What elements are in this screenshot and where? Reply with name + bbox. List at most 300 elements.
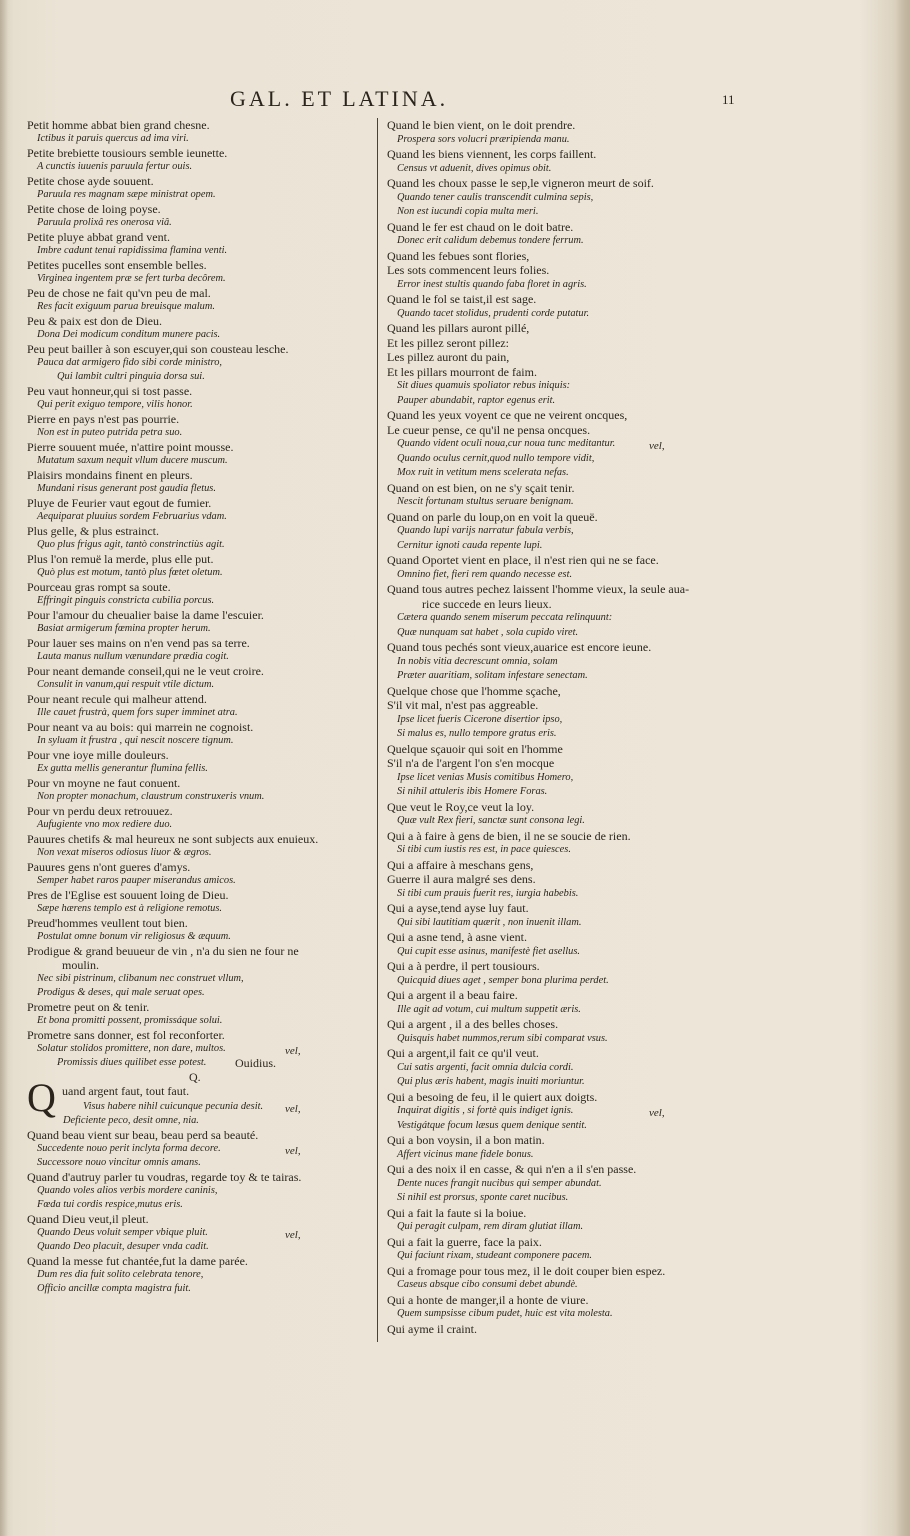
- line-text: Quand les pillars auront pillé,: [387, 321, 530, 335]
- column-divider: [377, 118, 378, 1342]
- proverb-french: [27, 748, 372, 762]
- line-text: Si tibi cum prauis fuerit res, iurgia habebis.: [397, 887, 579, 899]
- proverb-french: [27, 286, 372, 300]
- proverb-latin: [27, 1198, 372, 1212]
- proverb-french: [387, 872, 863, 887]
- line-text: Paruula prolixâ res onerosa viâ.: [37, 217, 172, 228]
- proverb-latin: [387, 945, 863, 960]
- proverb-latin: [387, 278, 863, 293]
- proverb-latin: [27, 1114, 372, 1128]
- line-text: Qui faciunt rixam, studeant componere pacem.: [397, 1250, 592, 1261]
- proverb-french: [27, 720, 372, 734]
- proverb-latin: [27, 1014, 372, 1028]
- proverb-latin: [27, 762, 372, 776]
- proverb-latin: [387, 394, 863, 409]
- line-text: uand argent faut, tout faut.: [62, 1084, 190, 1098]
- proverb-french: [27, 1128, 372, 1142]
- proverb-french: [27, 174, 372, 188]
- line-text: Caseus absque cibo consumi debet abundè.: [397, 1279, 578, 1290]
- line-text: Non est iucundi copia multa meri.: [397, 206, 539, 217]
- proverb-latin: [387, 974, 863, 989]
- line-text: Pour neant demande conseil,qui ne le veut croire.: [27, 664, 264, 678]
- line-text: Ouidius.: [235, 1056, 277, 1070]
- proverb-french: [387, 684, 863, 699]
- proverb-french: [27, 202, 372, 216]
- line-text: Quand le bien vient, on le doit prendre.: [387, 118, 576, 132]
- line-text: Quando oculus cernit,quod nullo tempore vidit,: [397, 452, 595, 464]
- proverb-french: [387, 640, 863, 655]
- line-text: Qui a à faire à gens de bien, il ne se soucie de rien.: [387, 828, 631, 843]
- line-text: Peu vaut honneur,qui si tost passe.: [27, 384, 193, 398]
- proverb-french: [387, 1206, 863, 1221]
- line-text: Non propter monachum, claustrum construxeris vnum.: [37, 791, 265, 802]
- line-text: Preud'hommes veullent tout bien.: [27, 916, 188, 930]
- line-text: Petite brebiette tousiours semble ieunette.: [27, 146, 228, 160]
- line-text: Quando Deo placuit, desuper vnda cadit.: [37, 1241, 209, 1252]
- proverb-latin: [27, 972, 372, 986]
- proverb-french: [27, 258, 372, 272]
- line-text: Quand tous autres pechez laissent l'homme vieux, la seule aua-: [387, 582, 690, 596]
- line-text: Quisquis habet nummos,rerum sibi comparat vsus.: [397, 1032, 608, 1044]
- line-text: Pres de l'Eglise est souuent loing de Dieu.: [27, 888, 229, 902]
- line-text: Fœda tui cordis respice,mutus eris.: [37, 1199, 183, 1210]
- proverb-latin: [27, 132, 372, 146]
- proverb-french: [27, 1028, 372, 1042]
- proverb-latin: [387, 133, 863, 148]
- line-text: Nescit fortunam stultus seruare benignam.: [397, 496, 574, 507]
- proverb-latin: [27, 846, 372, 860]
- line-text: S'il vit mal, n'est pas aggreable.: [387, 698, 539, 712]
- line-text: Qui plus æris habent, magis inuiti moriuntur.: [397, 1076, 585, 1087]
- proverb-french: [387, 553, 863, 568]
- line-text: Pour neant recule qui malheur attend.: [27, 692, 207, 706]
- proverb-french: [387, 756, 863, 771]
- line-text: Res facit exiguum parua breuisque malum.: [37, 301, 215, 312]
- proverb-french: [27, 342, 372, 356]
- line-text: Quem sumpsisse cibum pudet, huic est vita molesta.: [397, 1308, 613, 1319]
- line-text: Pauures gens n'ont gueres d'amys.: [27, 860, 191, 874]
- vel-marker: vel,: [285, 1103, 301, 1115]
- proverb-latin: [27, 538, 372, 552]
- line-text: Petites pucelles sont ensemble belles.: [27, 258, 207, 272]
- line-text: Nec sibi pistrinum, clibanum nec construet vllum,: [37, 973, 244, 984]
- line-text: Qui a argent,il fait ce qu'il veut.: [387, 1046, 539, 1060]
- proverb-french: [27, 944, 372, 958]
- line-text: Quando vident oculi noua,cur noua tunc meditantur.: [397, 438, 616, 449]
- proverb-latin: [387, 1032, 863, 1047]
- line-text: Qui a des noix il en casse, & qui n'en a il s'en passe.: [387, 1162, 637, 1176]
- line-text: Pauures chetifs & mal heureux ne sont subjects aux enuieux.: [27, 832, 319, 846]
- proverb-latin: [387, 539, 863, 554]
- line-text: Quand beau vient sur beau, beau perd sa beauté.: [27, 1128, 259, 1142]
- proverb-french: [27, 118, 372, 132]
- line-text: Qui a ayse,tend ayse luy faut.: [387, 901, 529, 915]
- proverb-latin: [27, 902, 372, 916]
- proverb-latin: [27, 1184, 372, 1198]
- proverb-french: [27, 468, 372, 482]
- proverb-french: [387, 249, 863, 264]
- proverb-french: [27, 524, 372, 538]
- left-column: [27, 118, 372, 1296]
- proverb-latin: [27, 1100, 372, 1114]
- line-text: S'il n'a de l'argent l'on s'en mocque: [387, 756, 555, 770]
- line-text: Dum res dia fuit solito celebrata tenore,: [37, 1269, 204, 1280]
- line-text: Succedente nouo perit inclyta forma decore.: [37, 1143, 221, 1154]
- proverb-latin: [27, 734, 372, 748]
- vel-marker: vel,: [649, 1107, 665, 1119]
- line-text: Q.: [189, 1070, 201, 1084]
- proverb-french: [27, 888, 372, 902]
- proverb-latin: [387, 162, 863, 177]
- line-text: moulin.: [62, 958, 100, 972]
- line-text: Præter auaritiam, solitam infestare senectam.: [397, 670, 588, 681]
- line-text: Effringit pinguis constricta cubilia porcus.: [37, 595, 215, 606]
- vel-marker: vel,: [285, 1145, 301, 1157]
- line-text: Quæ nunquam sat habet , sola cupido viret.: [397, 626, 579, 638]
- proverb-latin: [387, 887, 863, 902]
- proverb-latin: [387, 1104, 863, 1119]
- line-text: Pierre en pays n'est pas pourrie.: [27, 412, 180, 426]
- proverb-french: [387, 176, 863, 191]
- line-text: Pourceau gras rompt sa soute.: [27, 580, 171, 594]
- line-text: Basiat armigerum fœmina propter herum.: [37, 623, 211, 634]
- line-text: Ex gutta mellis generantur flumina fellis.: [37, 763, 208, 774]
- line-text: Promissis diues quilibet esse potest.: [57, 1057, 207, 1068]
- proverb-french: [387, 829, 863, 844]
- proverb-french: [387, 742, 863, 757]
- line-text: Aufugiente vno mox rediere duo.: [37, 819, 173, 830]
- proverb-latin: [387, 205, 863, 220]
- line-text: Quand les febues sont flories,: [387, 248, 530, 263]
- line-text: Qui a argent , il a des belles choses.: [387, 1017, 559, 1031]
- right-column: [387, 118, 863, 1336]
- proverb-latin: [27, 1156, 372, 1170]
- line-text: Qui peragit culpam, rem diram glutiat illam.: [397, 1221, 584, 1232]
- proverb-latin: [27, 1226, 372, 1240]
- line-text: Que veut le Roy,ce veut la loy.: [387, 799, 535, 814]
- proverb-latin: [387, 1061, 863, 1076]
- line-text: Quando Deus voluit semper vbique pluit.: [37, 1227, 208, 1238]
- line-text: Mundani risus generant post gaudia fletus.: [37, 483, 216, 494]
- line-text: rice succede en leurs lieux.: [422, 596, 552, 611]
- proverb-french: [387, 1017, 863, 1032]
- line-text: Si tibi cum iustis res est, in pace quiesces.: [397, 844, 571, 855]
- proverb-latin: [27, 370, 372, 384]
- line-text: Qui sibi lautitiam quærit , non inuenit illam.: [397, 916, 582, 928]
- proverb-latin: [27, 594, 372, 608]
- proverb-latin: [27, 790, 372, 804]
- proverb-latin: [27, 818, 372, 832]
- proverb-latin: [27, 986, 372, 1000]
- line-text: Successore nouo vincitur omnis amans.: [37, 1157, 201, 1168]
- proverb-latin: [27, 398, 372, 412]
- proverb-latin: [387, 524, 863, 539]
- line-text: Cui satis argenti, facit omnia dulcia cordi.: [397, 1061, 574, 1073]
- line-text: Si nihil est prorsus, sponte caret nucibus.: [397, 1192, 569, 1203]
- line-text: Visus habere nihil cuicunque pecunia desit.: [83, 1101, 264, 1112]
- proverb-french: [387, 1090, 863, 1105]
- proverb-latin: [387, 307, 863, 322]
- line-text: Quand la messe fut chantée,fut la dame parée.: [27, 1254, 248, 1268]
- line-text: Quicquid diues aget , semper bona plurima perdet.: [397, 974, 609, 986]
- proverb-french: [387, 959, 863, 974]
- line-text: Mutatum saxum nequit vllum ducere muscum.: [37, 455, 228, 466]
- proverb-latin: [27, 426, 372, 440]
- line-text: Qui lambit cultri pinguia dorsa sui.: [57, 371, 205, 382]
- line-text: Qui a argent il a beau faire.: [387, 988, 518, 1002]
- line-text: Peu & paix est don de Dieu.: [27, 314, 162, 328]
- line-text: Donec erit calidum debemus tondere ferrum.: [397, 235, 584, 246]
- source-attribution: [27, 1056, 372, 1070]
- proverb-french: [27, 692, 372, 706]
- line-text: Omnino fiet, fieri rem quando necesse est.: [397, 568, 573, 580]
- proverb-french: [387, 858, 863, 873]
- line-text: Quand d'autruy parler tu voudras, regarde toy & te tairas.: [27, 1170, 302, 1184]
- line-text: Quand les choux passe le sep,le vigneron meurt de soif.: [387, 176, 654, 190]
- line-text: Si nihil attuleris ibis Homere Foras.: [397, 786, 548, 797]
- line-text: Sit diues quamuis spoliator rebus iniquis:: [397, 380, 571, 391]
- proverb-latin: [387, 626, 863, 641]
- proverb-french: [27, 412, 372, 426]
- line-text: Quando tener caulis transcendit culmina sepis,: [397, 191, 594, 203]
- line-text: Les sots commencent leurs folies.: [387, 263, 550, 277]
- line-text: Petit homme abbat bien grand chesne.: [27, 118, 210, 132]
- line-text: Guerre il aura malgré ses dens.: [387, 872, 536, 886]
- proverb-latin: [27, 566, 372, 580]
- proverb-latin: [387, 1249, 863, 1264]
- line-text: Qui perit exiguo tempore, vilis honor.: [37, 399, 193, 410]
- proverb-french: [387, 1264, 863, 1279]
- line-text: Peu de chose ne fait qu'vn peu de mal.: [27, 286, 211, 300]
- line-text: Qui a fromage pour tous mez, il le doit couper bien espez.: [387, 1263, 666, 1278]
- line-text: Officio ancillæ compta magistra fuit.: [37, 1283, 191, 1294]
- proverb-french: [27, 230, 372, 244]
- proverb-french: [27, 384, 372, 398]
- line-text: In syluam it frustra , qui nescit noscere tignum.: [37, 735, 234, 746]
- line-text: Non vexat miseros odiosus liuor & ægros.: [37, 847, 212, 858]
- line-text: Qui a à perdre, il pert tousiours.: [387, 959, 540, 973]
- line-text: Ipse licet venias Musis comitibus Homero,: [397, 771, 574, 783]
- line-text: Et les pillez seront pillez:: [387, 335, 509, 350]
- page-edge: [896, 0, 910, 1536]
- line-text: Inquirat digitis , si fortè quis indiget ignis.: [397, 1105, 574, 1116]
- proverb-french: [387, 1046, 863, 1061]
- line-text: Si malus es, nullo tempore gratus eris.: [397, 728, 557, 739]
- proverb-latin: [27, 650, 372, 664]
- proverb-latin: [387, 466, 863, 481]
- line-text: Vestigátque focum læsus quem denique sentit.: [397, 1119, 587, 1131]
- proverb-french: [387, 423, 863, 438]
- proverb-latin: [387, 814, 863, 829]
- line-text: Quand le fol se taist,il est sage.: [387, 292, 537, 306]
- proverb-latin: [387, 916, 863, 931]
- line-text: Quelque sçauoir qui soit en l'homme: [387, 741, 563, 756]
- proverb-latin: [387, 379, 863, 394]
- proverb-french: [387, 901, 863, 916]
- proverb-latin: [27, 160, 372, 174]
- line-text: Census vt aduenit, dives opimus obit.: [397, 162, 552, 174]
- line-text: Quelque chose que l'homme sçache,: [387, 683, 561, 698]
- proverb-french: [387, 263, 863, 278]
- line-text: Prometre peut on & tenir.: [27, 1000, 150, 1014]
- proverb-latin: [387, 495, 863, 510]
- line-text: Deficiente peco, desit omne, nia.: [63, 1115, 199, 1126]
- proverb-latin: [387, 452, 863, 467]
- vel-marker: vel,: [285, 1045, 301, 1057]
- proverb-latin: [27, 216, 372, 230]
- line-text: Pauper abundabit, raptor egenus erit.: [397, 394, 556, 406]
- proverb-french: [27, 860, 372, 874]
- proverb-latin: [387, 655, 863, 670]
- proverb-latin: [27, 622, 372, 636]
- line-text: Et bona promitti possent, promissáque solui.: [37, 1015, 223, 1026]
- line-text: Qui a besoing de feu, il le quiert aux doigts.: [387, 1089, 598, 1104]
- line-text: Prospera sors volucri præripienda manu.: [397, 133, 570, 145]
- proverb-latin: [27, 328, 372, 342]
- line-text: Petite pluye abbat grand vent.: [27, 230, 170, 244]
- proverb-latin: [387, 843, 863, 858]
- proverb-french: [27, 776, 372, 790]
- proverb-french-continuation: [387, 597, 863, 612]
- line-text: Qui a fait la guerre, face la paix.: [387, 1234, 542, 1249]
- proverb-french: [387, 350, 863, 365]
- line-text: Quand Oportet vient en place, il n'est rien qui ne se face.: [387, 553, 659, 567]
- proverb-latin: [27, 1268, 372, 1282]
- line-text: Lauta manus nullum vænundare prædia cogit.: [37, 651, 229, 662]
- line-text: Aequiparat pluuius sordem Februarius vdam.: [37, 511, 227, 522]
- proverb-french: [27, 314, 372, 328]
- proverb-latin: [27, 188, 372, 202]
- proverb-latin: [27, 930, 372, 944]
- proverb-french: [387, 1322, 863, 1337]
- proverb-latin: [27, 244, 372, 258]
- drop-cap-q: Q: [27, 1075, 56, 1120]
- proverb-latin: [387, 1119, 863, 1134]
- proverb-latin: [27, 1282, 372, 1296]
- line-text: Pour vn moyne ne faut conuent.: [27, 776, 181, 790]
- proverb-french: [387, 988, 863, 1003]
- line-text: Qui a fait la faute si la boiue.: [387, 1205, 527, 1220]
- line-text: Quando tacet stolidus, prudenti corde putatur.: [397, 307, 590, 319]
- proverb-french: [387, 1162, 863, 1177]
- line-text: Pour neant va au bois: qui marrein ne cognoist.: [27, 720, 254, 734]
- proverb-french: [27, 664, 372, 678]
- proverb-french: [387, 1133, 863, 1148]
- line-text: Virginea ingentem præ se fert turba decôrem.: [37, 273, 226, 284]
- line-text: Ipse licet fueris Cicerone disertior ipso,: [397, 713, 563, 725]
- proverb-latin: [387, 727, 863, 742]
- proverb-french: [27, 1254, 372, 1268]
- line-text: Solatur stolidos promittere, non dare, multos.: [37, 1043, 226, 1054]
- line-text: Prometre sans donner, est fol reconforter.: [27, 1028, 225, 1042]
- proverb-latin: [27, 272, 372, 286]
- line-text: Prodigue & grand beuueur de vin , n'a du sien ne four ne: [27, 944, 299, 958]
- proverb-latin: [387, 1003, 863, 1018]
- proverb-french: [27, 440, 372, 454]
- line-text: Qui a honte de manger,il a honte de viure.: [387, 1292, 589, 1307]
- proverb-french-continuation: [27, 958, 372, 972]
- proverb-french: [27, 580, 372, 594]
- proverb-latin: [387, 1148, 863, 1163]
- line-text: Pierre souuent muée, n'attire point mousse.: [27, 440, 234, 454]
- proverb-latin: [27, 510, 372, 524]
- proverb-latin: [387, 1075, 863, 1090]
- proverb-french: [387, 481, 863, 496]
- proverb-latin: [27, 1042, 372, 1056]
- line-text: Non est in puteo putrida petra suo.: [37, 427, 183, 438]
- line-text: Plus gelle, & plus estrainct.: [27, 524, 159, 538]
- line-text: Pour vn perdu deux retrouuez.: [27, 804, 173, 818]
- proverb-french: [387, 365, 863, 380]
- line-text: Cernitur ignoti cauda repente lupi.: [397, 539, 543, 551]
- proverb-french: [387, 1235, 863, 1250]
- proverb-french: [27, 496, 372, 510]
- proverb-french: [387, 800, 863, 815]
- line-text: Quand Dieu veut,il pleut.: [27, 1212, 149, 1226]
- proverb-latin: [387, 191, 863, 206]
- proverb-latin: [27, 874, 372, 888]
- line-text: Pluye de Feurier vaut egout de fumier.: [27, 496, 212, 510]
- line-text: Quand on parle du loup,on en voit la queuë.: [387, 509, 598, 524]
- line-text: Quand les biens viennent, les corps faillent.: [387, 147, 597, 161]
- line-text: Dona Dei modicum conditum munere pacis.: [37, 329, 221, 340]
- line-text: Pour l'amour du cheualier baise la dame l'escuier.: [27, 608, 264, 622]
- line-text: Qui cupit esse asinus, manifestè fiet asellus.: [397, 945, 580, 957]
- proverb-french: [387, 510, 863, 525]
- proverb-latin: [387, 1191, 863, 1206]
- line-text: Imbre cadunt tenui rapidissima flamina venti.: [37, 245, 228, 256]
- line-text: Affert vicinus mane fidele bonus.: [397, 1148, 534, 1160]
- proverb-french: [387, 118, 863, 133]
- line-text: Prodigus & deses, qui male seruat opes.: [37, 987, 205, 998]
- line-text: Plus l'on remuë la merde, plus elle put.: [27, 552, 214, 566]
- proverb-french: [27, 916, 372, 930]
- proverb-french: [387, 930, 863, 945]
- line-text: Quæ vult Rex fieri, sanctæ sunt consona legi.: [397, 815, 585, 826]
- line-text: In nobis vitia decrescunt omnia, solam: [397, 655, 558, 667]
- line-text: Ille agit ad votum, cui multum suppetit æris.: [397, 1003, 581, 1015]
- line-text: Pour vne ioye mille douleurs.: [27, 748, 169, 762]
- proverb-latin: [27, 706, 372, 720]
- line-text: Sæpe hærens templo est à religione remotus.: [37, 903, 222, 914]
- line-text: Quando voles alios verbis mordere caninis,: [37, 1185, 218, 1196]
- proverb-latin: [387, 669, 863, 684]
- line-text: Qui a asne tend, à asne vient.: [387, 930, 527, 944]
- line-text: Pauca dat armigero fido sibi corde ministro,: [37, 357, 223, 368]
- line-text: Quo plus frigus agit, tantò constrinctiùs agit.: [37, 539, 225, 550]
- proverb-latin: [27, 356, 372, 370]
- line-text: Mox ruit in vetitum mens scelerata nefas.: [397, 467, 569, 478]
- proverb-french: [27, 832, 372, 846]
- proverb-latin: [27, 482, 372, 496]
- proverb-latin: [387, 568, 863, 583]
- proverb-latin: [387, 1177, 863, 1192]
- proverb-latin: [27, 454, 372, 468]
- proverb-latin: [27, 300, 372, 314]
- line-text: Quand on est bien, on ne s'y sçait tenir.: [387, 480, 575, 495]
- line-text: Error inest stultis quando faba floret in agris.: [397, 278, 587, 290]
- proverb-latin: [387, 771, 863, 786]
- line-text: Semper habet raros pauper miserandus amicos.: [37, 875, 236, 886]
- line-text: Quand tous pechés sont vieux,auarice est encore ieune.: [387, 640, 652, 654]
- line-text: Paruula res magnam sæpe ministrat opem.: [37, 189, 216, 200]
- running-head: GAL. ET LATINA.: [230, 86, 449, 111]
- line-text: Qui ayme il craint.: [387, 1321, 477, 1336]
- proverb-french: [387, 336, 863, 351]
- gutter-shadow: [0, 0, 8, 1536]
- proverb-french: [27, 552, 372, 566]
- line-text: Qui a bon voysin, il a bon matin.: [387, 1133, 545, 1147]
